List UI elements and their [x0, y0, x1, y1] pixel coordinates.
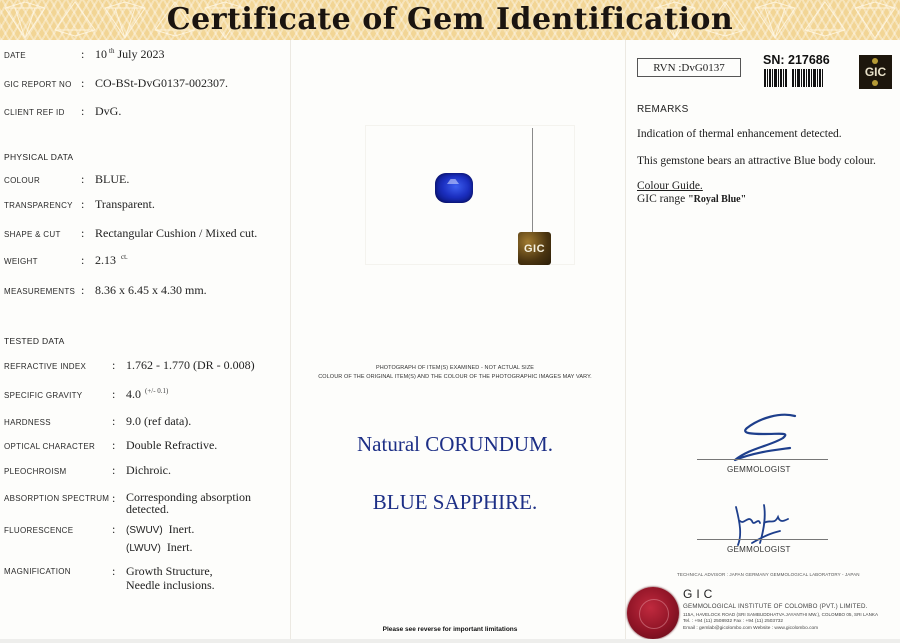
colon: : — [81, 172, 85, 186]
date-suffix: th — [109, 47, 115, 55]
colon: : — [112, 522, 116, 536]
fluorescence-field — [4, 522, 194, 538]
gic-logo — [859, 55, 892, 89]
colon: : — [81, 197, 85, 211]
magnification-label: MAGNIFICATION — [4, 567, 71, 576]
swuv-label: (SWUV) — [126, 525, 163, 536]
client-ref-label: CLIENT REF ID — [4, 108, 65, 117]
colon: : — [81, 104, 85, 118]
signature-2-icon — [730, 503, 810, 548]
lwuv-value: Inert. — [166, 540, 193, 554]
colour-field — [4, 172, 129, 188]
technical-advisor: TECHNICAL ADVISOR : JAPAN GERMANY GEMMOLOGICAL LABORATORY - JAPAN — [677, 572, 860, 577]
date-label: DATE — [4, 51, 26, 60]
gic-range-prefix: GIC range — [637, 193, 686, 205]
colour-value: BLUE. — [95, 172, 130, 186]
weight-number: 2.13 — [95, 253, 116, 267]
date-value — [95, 47, 164, 62]
certificate-title: Certificate of Gem Identification — [166, 2, 734, 37]
absorption-value — [126, 491, 251, 515]
colon: : — [81, 226, 85, 240]
fluorescence-swuv — [126, 522, 194, 537]
logo-dot-icon — [872, 80, 878, 86]
pleochroism-label: PLEOCHROISM — [4, 467, 67, 476]
absorption-line2: detected. — [126, 502, 169, 516]
specific-gravity-field — [4, 387, 168, 403]
colon: : — [112, 463, 116, 477]
magnification-field — [4, 564, 215, 592]
colon: : — [112, 438, 116, 452]
rvn-box: RVN :DvG0137 — [637, 58, 741, 77]
institute-email: Email : gemlab@gicolombo.com Website : www.gicolombo.com — [683, 626, 819, 631]
remarks-heading: REMARKS — [637, 104, 689, 115]
reverse-note: Please see reverse for important limitations — [382, 626, 518, 633]
date-month-year: July 2023 — [117, 47, 165, 61]
colon: : — [81, 283, 85, 297]
colon: : — [112, 414, 116, 428]
gic-logo-text: GIC — [864, 65, 887, 79]
variety-title: BLUE SAPPHIRE. — [372, 490, 538, 514]
report-no-value: CO-BSt-DvG0137-002307. — [95, 76, 229, 90]
hardness-label: HARDNESS — [4, 418, 51, 427]
gic-footer-name: GIC — [683, 587, 717, 601]
report-no-label: GIC REPORT NO — [4, 80, 72, 89]
magnification-value — [126, 564, 215, 592]
weight-field — [4, 253, 128, 269]
signature-1-icon — [725, 410, 805, 470]
measurements-value: 8.36 x 6.45 x 4.30 mm. — [95, 283, 207, 297]
shape-cut-label: SHAPE & CUT — [4, 230, 61, 239]
colon: : — [112, 387, 116, 401]
refractive-index-field — [4, 358, 255, 374]
logo-dot-icon — [872, 58, 878, 64]
optical-character-value: Double Refractive. — [126, 438, 218, 452]
gic-range-value: "Royal Blue" — [688, 194, 747, 205]
panel-divider-right — [625, 40, 626, 643]
colon: : — [81, 47, 85, 61]
refractive-index-label: REFRACTIVE INDEX — [4, 362, 87, 371]
date-day: 10 — [95, 47, 107, 61]
photo-note-line2: COLOUR OF THE ORIGINAL ITEM(S) AND THE COLOUR OF THE PHOTOGRAPHIC IMAGES MAY VARY. — [318, 374, 592, 380]
gic-photo-tag: GIC — [518, 232, 551, 265]
weight-value — [95, 253, 128, 268]
swuv-value: Inert. — [168, 522, 195, 536]
remark-body-colour: This gemstone bears an attractive Blue body colour. — [637, 155, 876, 167]
client-ref-value: DvG. — [95, 104, 122, 118]
shape-cut-field — [4, 226, 257, 242]
colour-label: COLOUR — [4, 176, 41, 185]
barcode-icon — [764, 69, 832, 87]
transparency-label: TRANSPARENCY — [4, 201, 73, 210]
specific-gravity-value — [126, 387, 168, 402]
photo-note-line1: PHOTOGRAPH OF ITEM(S) EXAMINED - NOT ACTUAL SIZE — [375, 365, 535, 371]
species-title: Natural CORUNDUM. — [357, 432, 553, 456]
colon: : — [81, 253, 85, 267]
colon: : — [112, 564, 116, 578]
signature-line-1 — [697, 459, 828, 460]
magnification-line1: Growth Structure, — [126, 564, 213, 578]
date-field — [4, 47, 164, 63]
sg-tolerance: (+/- 0.1) — [145, 387, 169, 395]
pleochroism-value: Dichroic. — [126, 463, 171, 477]
serial-number: SN: 217686 — [763, 53, 830, 67]
tested-data-heading: TESTED DATA — [4, 336, 65, 346]
magnification-line2: Needle inclusions. — [126, 578, 215, 592]
hardness-value: 9.0 (ref data). — [126, 414, 192, 428]
scale-needle — [532, 128, 533, 233]
specific-gravity-label: SPECIFIC GRAVITY — [4, 391, 83, 400]
colon: : — [81, 76, 85, 90]
shape-cut-value: Rectangular Cushion / Mixed cut. — [95, 226, 258, 240]
colon: : — [112, 491, 116, 505]
signature-line-2 — [697, 539, 828, 540]
measurements-label: MEASUREMENTS — [4, 287, 76, 296]
wax-seal-icon — [627, 587, 679, 639]
bottom-edge — [0, 639, 900, 643]
weight-label: WEIGHT — [4, 257, 38, 266]
absorption-label: ABSORPTION SPECTRUM — [4, 494, 110, 503]
absorption-field — [4, 491, 251, 519]
weight-unit: ct. — [121, 253, 128, 261]
fluorescence-lwuv-field — [126, 540, 192, 556]
fluorescence-label: FLUORESCENCE — [4, 526, 74, 535]
absorption-line1: Corresponding absorption — [126, 490, 251, 504]
gemmologist-label-2: GEMMOLOGIST — [727, 545, 791, 554]
header-banner — [0, 0, 900, 40]
institute-name: GEMMOLOGICAL INSTITUTE OF COLOMBO (PVT.) LIMITED. — [683, 603, 868, 610]
lwuv-label: (LWUV) — [126, 543, 161, 554]
client-ref-field — [4, 104, 121, 120]
transparency-value: Transparent. — [95, 197, 155, 211]
optical-character-field — [4, 438, 217, 454]
fluorescence-lwuv — [126, 540, 192, 555]
institute-address: 115A, HAVELOCK ROAD (SRI SAMBUDDHATVA JAYANTHI MW.), COLOMBO 05, SRI LANKA — [683, 612, 879, 617]
physical-data-heading: PHYSICAL DATA — [4, 152, 74, 162]
gemmologist-label-1: GEMMOLOGIST — [727, 465, 791, 474]
panel-divider-left — [290, 40, 291, 643]
sg-number: 4.0 — [126, 387, 141, 401]
gic-range — [637, 193, 882, 206]
refractive-index-value: 1.762 - 1.770 (DR - 0.008) — [126, 358, 255, 372]
measurements-field — [4, 283, 207, 299]
remark-thermal: Indication of thermal enhancement detected. — [637, 128, 842, 140]
hardness-field — [4, 414, 191, 430]
colon: : — [112, 358, 116, 372]
colour-guide-label: Colour Guide. — [637, 180, 703, 192]
transparency-field — [4, 197, 155, 213]
sapphire-photo — [435, 173, 473, 203]
institute-phone: Tel. : +94 (11) 2508932 Fax : +94 (11) 2503732 — [683, 619, 784, 624]
pleochroism-field — [4, 463, 171, 479]
optical-character-label: OPTICAL CHARACTER — [4, 442, 96, 451]
report-no-field — [4, 76, 228, 92]
